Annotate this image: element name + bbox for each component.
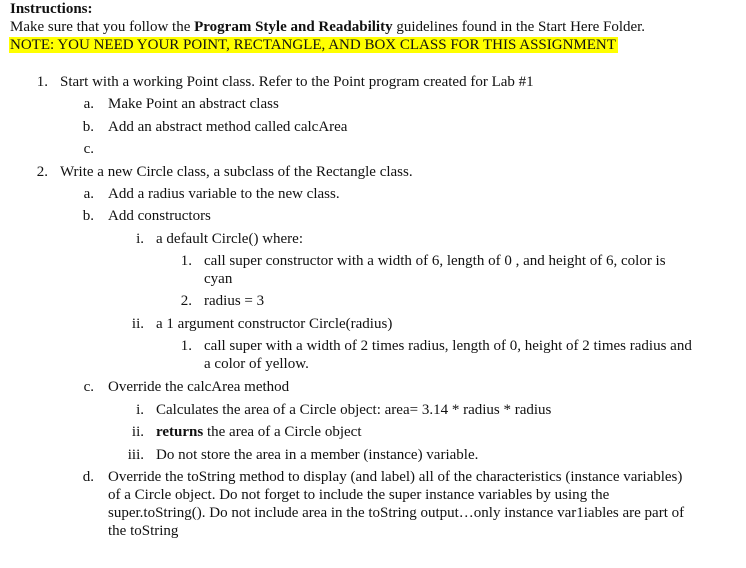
item2cii-marker: ii. — [131, 424, 144, 440]
item2ci-text: Calculates the area of a Circle object: area= 3.14 * radius * radius — [156, 402, 552, 418]
item2d-line4: the toString — [108, 523, 179, 539]
item2bii-marker: ii. — [131, 316, 144, 332]
note-line — [9, 36, 618, 54]
item2bi1-line2: cyan — [204, 271, 233, 287]
item2b-marker: b. — [82, 208, 94, 224]
item1-marker: 1. — [36, 74, 48, 90]
item2bii1-line1: call super with a width of 2 times radius, length of 0, height of 2 times radius and — [204, 338, 692, 354]
item2bi-marker: i. — [136, 231, 144, 247]
item2d-line3: super.toString(). Do not include area in the toString output…only instance var1iables are part of — [108, 505, 685, 521]
item2cii-bold: returns — [156, 424, 204, 440]
intro-pre: Make sure that you follow the — [10, 19, 195, 35]
item2bi2-marker: 2. — [180, 293, 192, 309]
item2ciii-text: Do not store the area in a member (instance) variable. — [156, 447, 479, 463]
item2-text: Write a new Circle class, a subclass of the Rectangle class. — [60, 164, 413, 180]
item1-text: Start with a working Point class. Refer to the Point program created for Lab #1 — [60, 74, 534, 90]
item2ciii-marker: iii. — [127, 447, 144, 463]
item2-marker: 2. — [36, 164, 48, 180]
item2bii1-marker: 1. — [180, 338, 192, 354]
item2cii-line — [156, 423, 361, 441]
item1c-marker: c. — [83, 141, 94, 157]
item2a-marker: a. — [83, 186, 94, 202]
intro-line — [10, 18, 645, 36]
item2bi-text: a default Circle() where: — [156, 231, 304, 247]
item2bi1-marker: 1. — [180, 253, 192, 269]
intro-bold: Program Style and Readability — [194, 19, 393, 35]
item2d-line2: of a Circle object. Do not forget to include the super instance variables by using the — [108, 487, 610, 503]
note-highlight: NOTE: YOU NEED YOUR POINT, RECTANGLE, AND BOX CLASS FOR THIS ASSIGNMENT — [10, 37, 616, 53]
item2d-marker: d. — [82, 469, 94, 485]
item1a-text: Make Point an abstract class — [108, 96, 279, 112]
item1a-marker: a. — [83, 96, 94, 112]
item2bii1-line2: a color of yellow. — [204, 356, 309, 372]
item2b-text: Add constructors — [108, 208, 211, 224]
item2a-text: Add a radius variable to the new class. — [108, 186, 340, 202]
item2bi1-line1: call super constructor with a width of 6, length of 0 , and height of 6, color is — [204, 253, 666, 269]
item2cii-text: the area of a Circle object — [203, 424, 362, 440]
item1b-text: Add an abstract method called calcArea — [108, 119, 348, 135]
intro-post: guidelines found in the Start Here Folder. — [392, 19, 646, 35]
item2c-marker: c. — [83, 379, 94, 395]
item2bii-text: a 1 argument constructor Circle(radius) — [156, 316, 393, 332]
instructions-heading: Instructions: — [10, 1, 93, 17]
item1b-marker: b. — [82, 119, 94, 135]
item2c-text: Override the calcArea method — [108, 379, 290, 395]
item2bi2-text: radius = 3 — [204, 293, 265, 309]
item2d-line1: Override the toString method to display (and label) all of the characteristics (instance variables) — [108, 469, 683, 485]
item2ci-marker: i. — [136, 402, 144, 418]
